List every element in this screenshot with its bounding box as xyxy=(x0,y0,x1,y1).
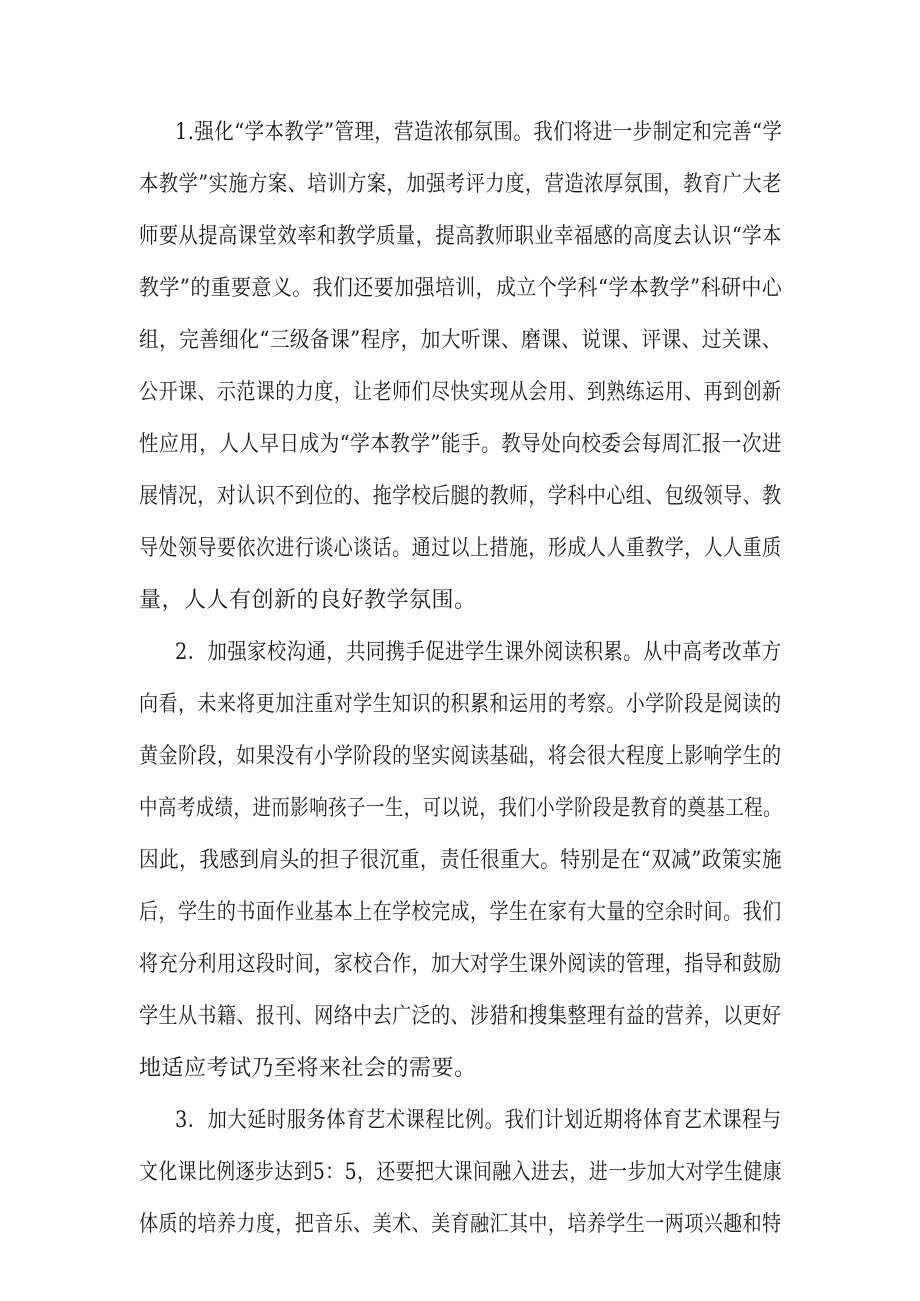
text-line: 学生从书籍、报刊、网络中去广泛的、涉猎和搜集整理有益的营养，以更好 xyxy=(139,1004,782,1029)
text-line: 教学”的重要意义。我们还要加强培训，成立个学科“学本教学”科研中心 xyxy=(139,276,783,301)
text-line: 量，人人有创新的良好教学氛围。 xyxy=(139,588,477,613)
text-line: 性应用，人人早日成为“学本教学”能手。教导处向校委会每周汇报一次进 xyxy=(139,432,782,457)
text-line: 1.强化“学本教学”管理，营造浓郁氛围。我们将进一步制定和完善“学 xyxy=(175,120,783,145)
text-line: 展情况，对认识不到位的、拖学校后腿的教师，学科中心组、包级领导、教 xyxy=(139,484,782,509)
text-line: 黄金阶段，如果没有小学阶段的坚实阅读基础，将会很大程度上影响学生的 xyxy=(139,744,782,769)
text-line: 文化课比例逐步达到5：5，还要把大课间融入进去，进一步加大对学生健康 xyxy=(139,1160,783,1185)
text-line: 组，完善细化“三级备课”程序，加大听课、磨课、说课、评课、过关课、 xyxy=(139,328,782,353)
text-line: 本教学”实施方案、培训方案，加强考评力度，营造浓厚氛围，教育广大老 xyxy=(139,172,782,197)
text-line: 师要从提高课堂效率和教学质量，提高教师职业幸福感的高度去认识“学本 xyxy=(139,224,782,249)
text-line: 体质的培养力度，把音乐、美术、美育融汇其中，培养学生一两项兴趣和特 xyxy=(139,1212,782,1237)
text-line: 将充分利用这段时间，家校合作，加大对学生课外阅读的管理，指导和鼓励 xyxy=(139,952,782,977)
text-line: 3．加大延时服务体育艺术课程比例。我们计划近期将体育艺术课程与 xyxy=(175,1108,782,1133)
text-line: 向看，未来将更加注重对学生知识的积累和运用的考察。小学阶段是阅读的 xyxy=(139,692,782,717)
text-line: 地适应考试乃至将来社会的需要。 xyxy=(139,1056,477,1081)
text-line: 中高考成绩，进而影响孩子一生，可以说，我们小学阶段是教育的奠基工程。 xyxy=(139,796,782,821)
text-line: 2．加强家校沟通，共同携手促进学生课外阅读积累。从中高考改革方 xyxy=(175,640,782,665)
text-line: 后，学生的书面作业基本上在学校完成，学生在家有大量的空余时间。我们 xyxy=(139,900,782,925)
text-line: 公开课、示范课的力度，让老师们尽快实现从会用、到熟练运用、再到创新 xyxy=(139,380,782,405)
text-line: 因此，我感到肩头的担子很沉重，责任很重大。特别是在“双减”政策实施 xyxy=(139,848,782,873)
text-line: 导处领导要依次进行谈心谈话。通过以上措施，形成人人重教学，人人重质 xyxy=(139,536,782,561)
